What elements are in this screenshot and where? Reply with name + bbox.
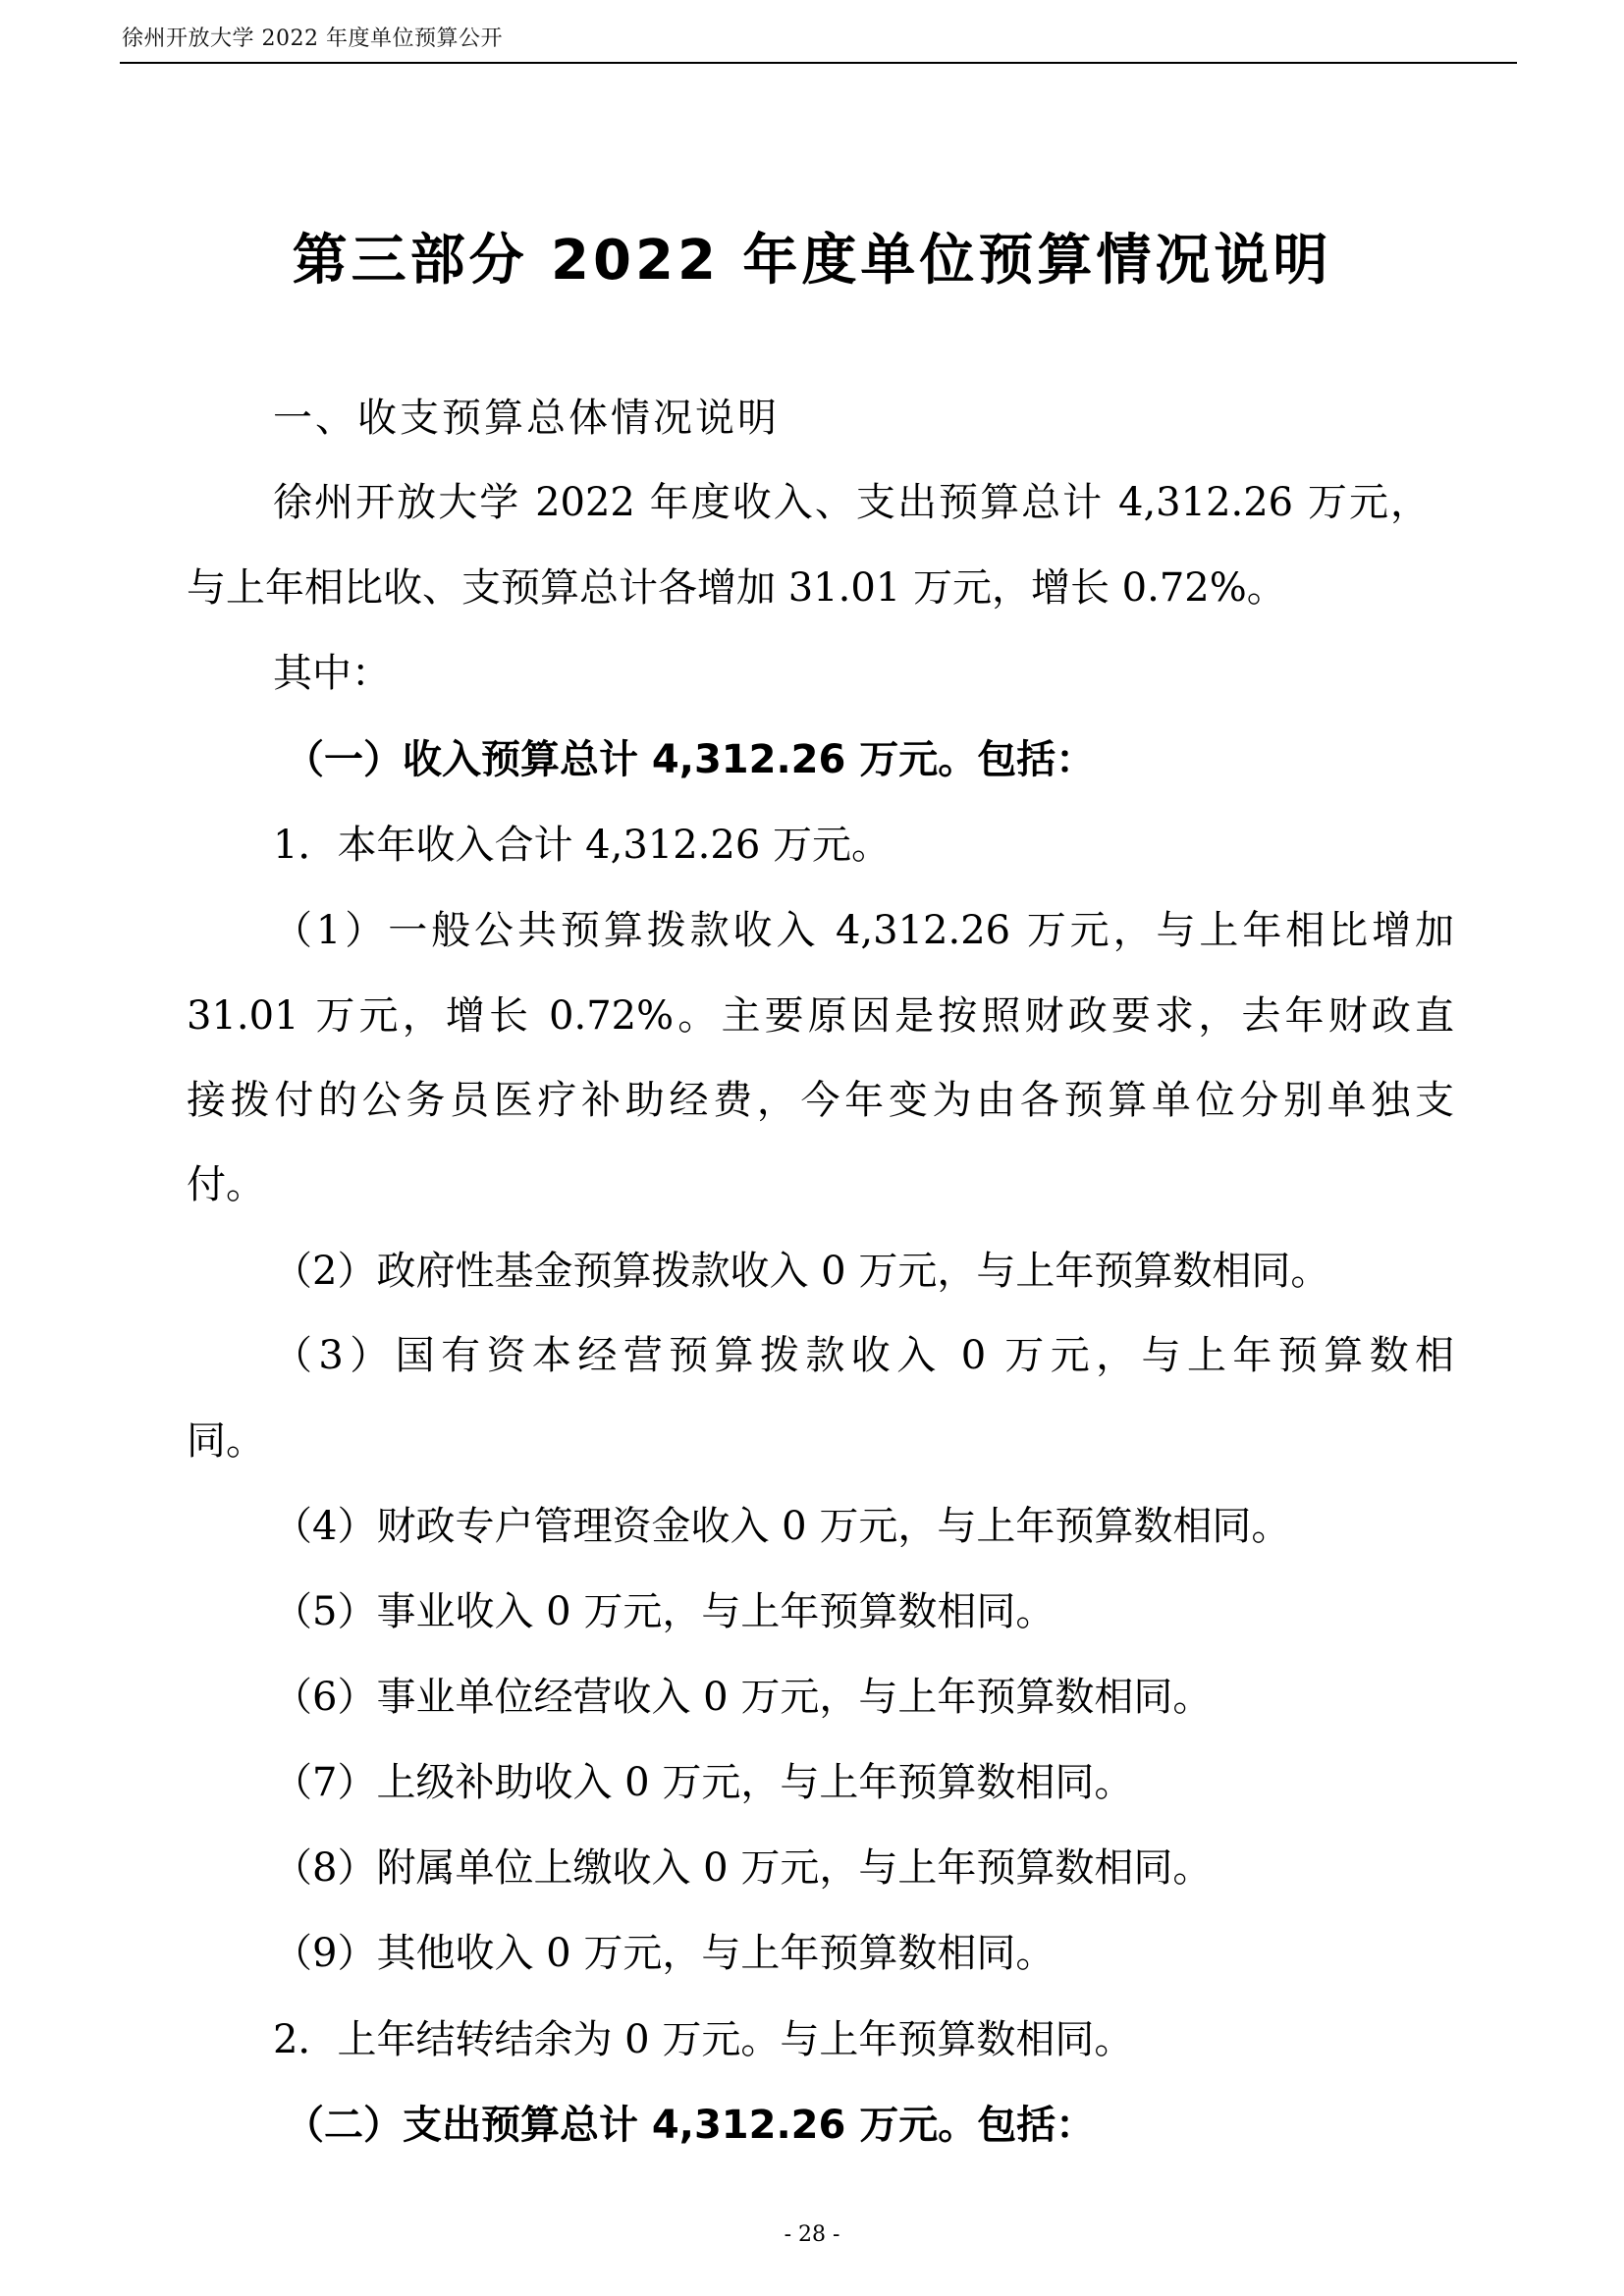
intro-line-2: 与上年相比收、支预算总计各增加 31.01 万元，增长 0.72%。 xyxy=(187,565,1286,611)
page-title: 第三部分 2022 年度单位预算情况说明 xyxy=(292,229,1332,293)
sub-item-3-line-2: 同。 xyxy=(187,1418,265,1464)
among-label: 其中： xyxy=(273,651,391,696)
income-item-1: 1．本年收入合计 4,312.26 万元。 xyxy=(273,823,892,868)
sub-item-6: （6）事业单位经营收入 0 万元，与上年预算数相同。 xyxy=(273,1675,1213,1720)
income-heading: （一）收入预算总计 4,312.26 万元。包括： xyxy=(285,737,1096,782)
sub-item-2: （2）政府性基金预算拨款收入 0 万元，与上年预算数相同。 xyxy=(273,1249,1330,1294)
sub-item-1-line-1: （1）一般公共预算拨款收入 4,312.26 万元，与上年相比增加 xyxy=(273,908,1454,953)
page-number: - 28 - xyxy=(784,2222,840,2247)
sub-item-9: （9）其他收入 0 万元，与上年预算数相同。 xyxy=(273,1931,1056,1976)
sub-item-1-line-2: 31.01 万元，增长 0.72%。主要原因是按照财政要求，去年财政直 xyxy=(187,993,1454,1039)
sub-item-5: （5）事业收入 0 万元，与上年预算数相同。 xyxy=(273,1589,1056,1634)
expenditure-heading: （二）支出预算总计 4,312.26 万元。包括： xyxy=(285,2103,1096,2148)
sub-item-1-line-3: 接拨付的公务员医疗补助经费，今年变为由各预算单位分别单独支 xyxy=(187,1078,1454,1123)
sub-item-1-line-4: 付。 xyxy=(187,1162,265,1207)
sub-item-7: （7）上级补助收入 0 万元，与上年预算数相同。 xyxy=(273,1760,1134,1805)
sub-item-4: （4）财政专户管理资金收入 0 万元，与上年预算数相同。 xyxy=(273,1504,1291,1549)
running-header: 徐州开放大学 2022 年度单位预算公开 xyxy=(122,27,503,51)
income-item-2: 2．上年结转结余为 0 万元。与上年预算数相同。 xyxy=(273,2017,1134,2062)
sub-item-8: （8）附属单位上缴收入 0 万元，与上年预算数相同。 xyxy=(273,1845,1213,1891)
intro-line-1: 徐州开放大学 2022 年度收入、支出预算总计 4,312.26 万元， xyxy=(273,480,1430,525)
sub-item-3-line-1: （3）国有资本经营预算拨款收入 0 万元，与上年预算数相 xyxy=(273,1333,1454,1378)
header-divider xyxy=(120,62,1517,64)
section-heading: 一、收支预算总体情况说明 xyxy=(273,396,780,441)
